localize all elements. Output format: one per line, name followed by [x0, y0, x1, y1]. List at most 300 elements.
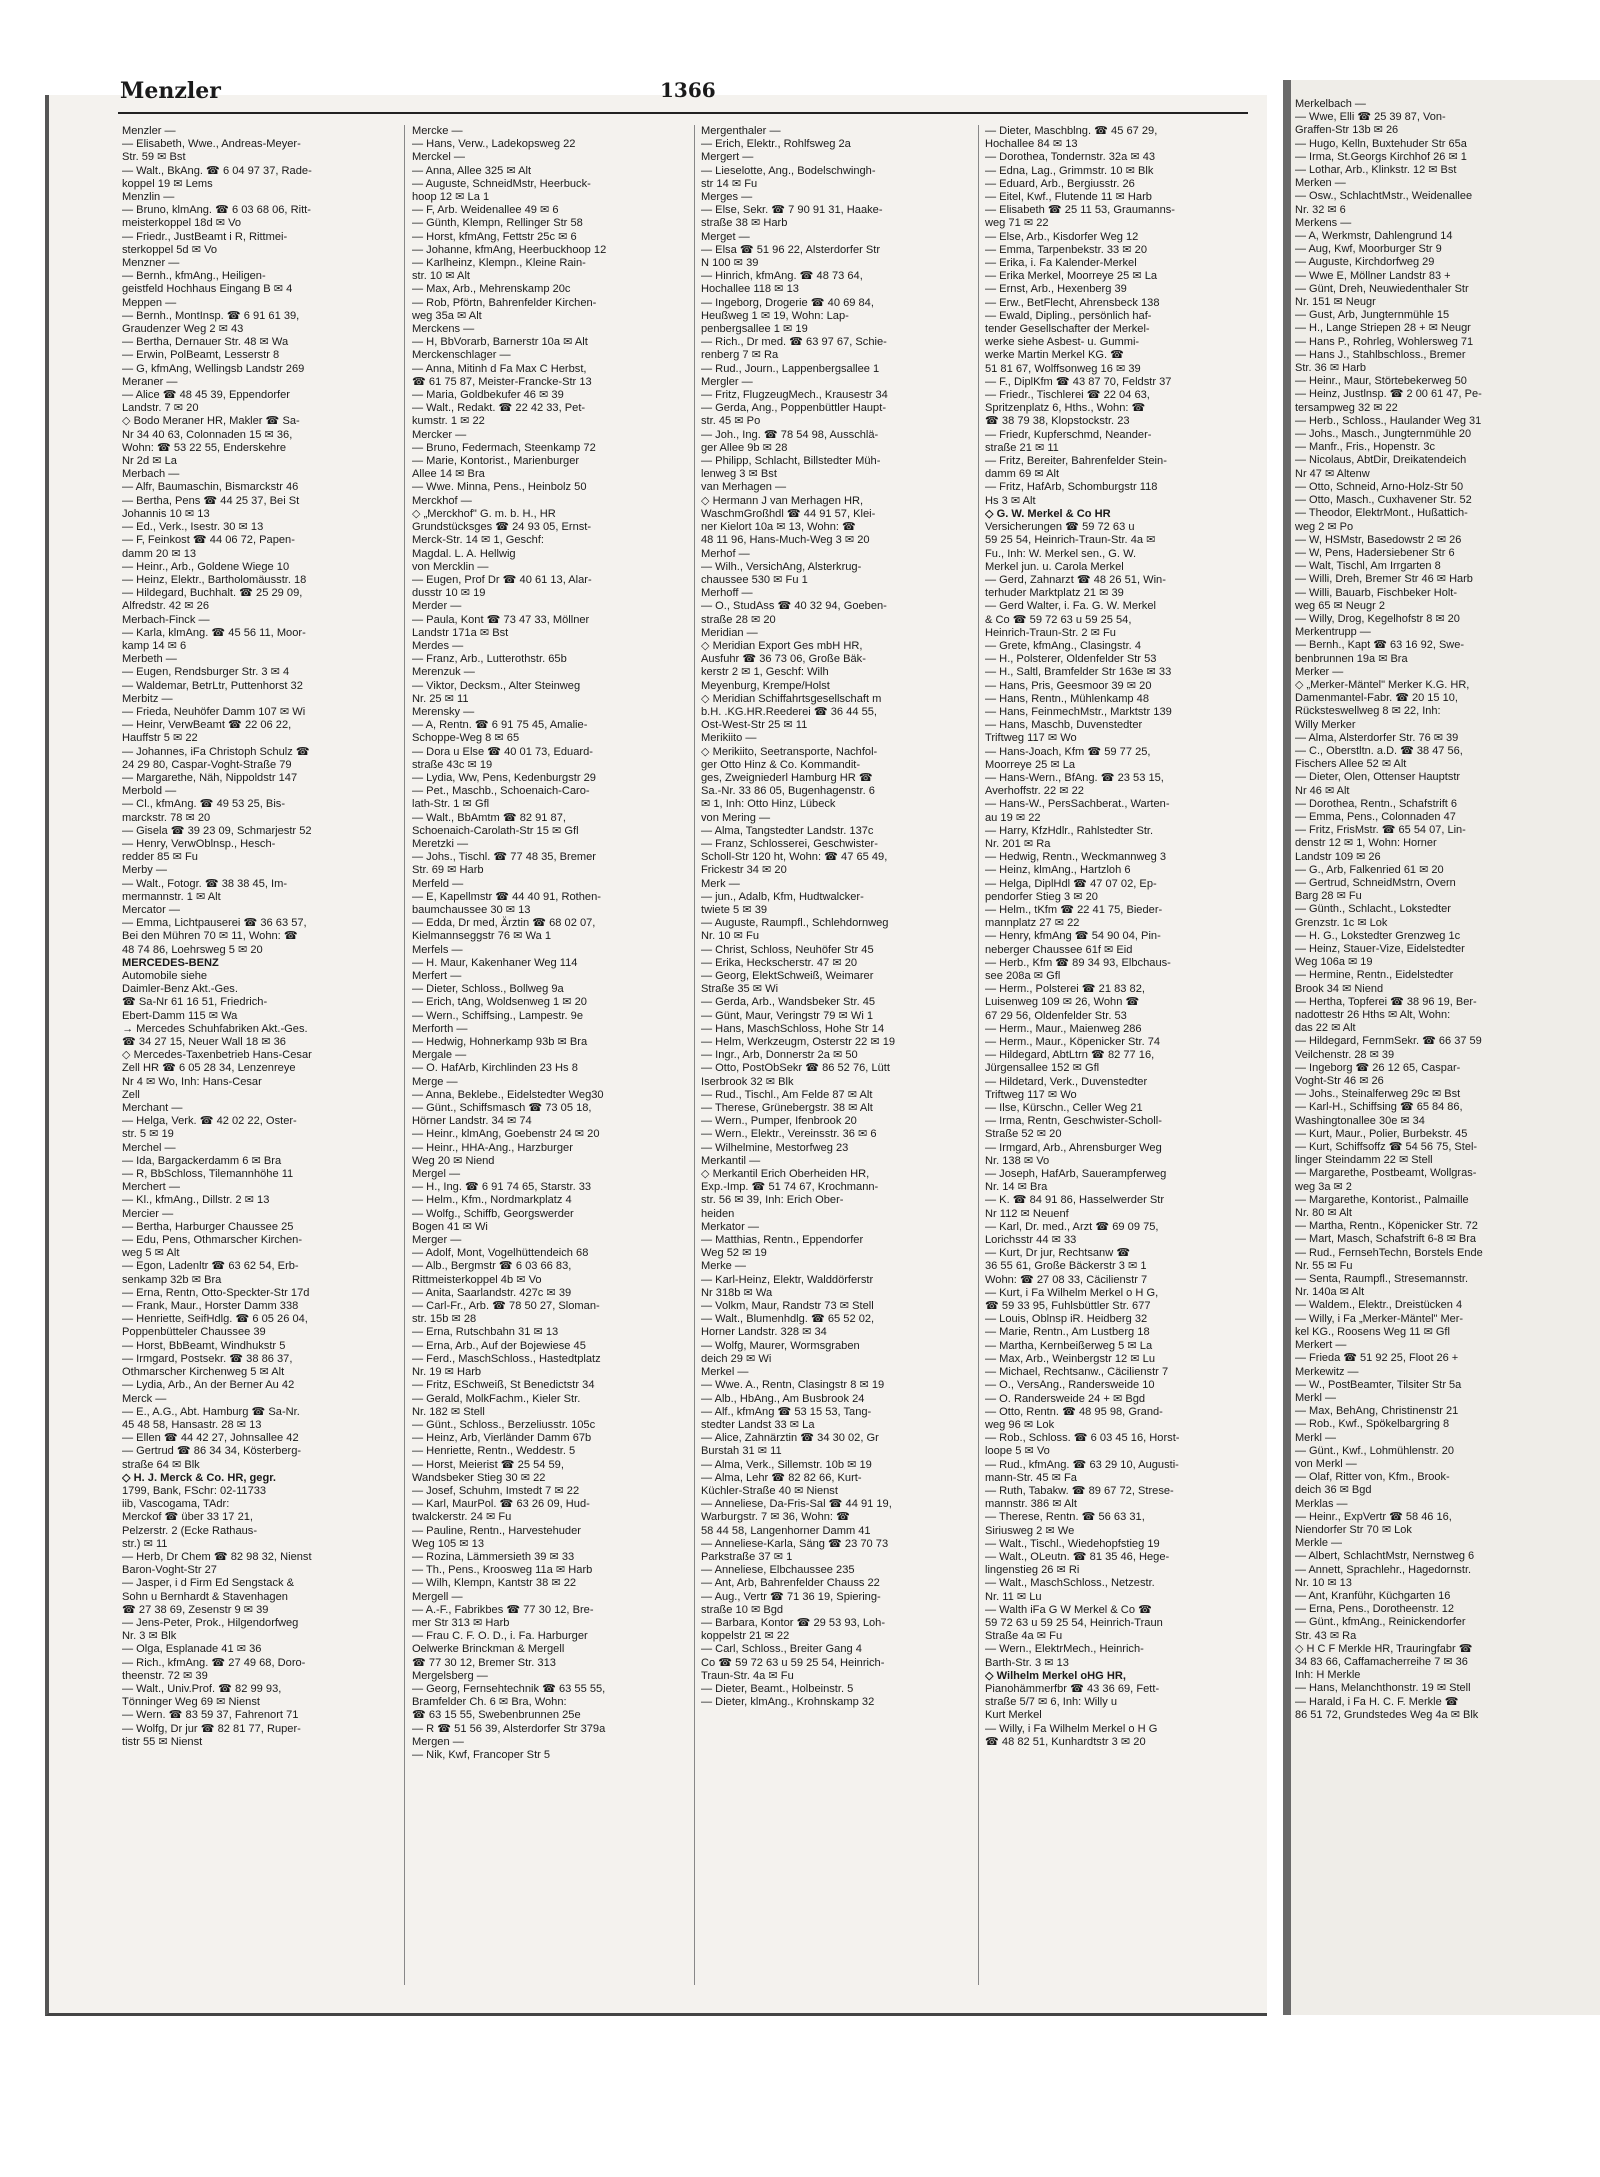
directory-entry-line: — Heinz, Arb, Vierländer Damm 67b — [412, 1432, 592, 1445]
directory-entry-line: penbergsallee 1 ✉ 19 — [701, 323, 808, 336]
directory-entry-line: Nr. 11 ✉ Lu — [985, 1590, 1042, 1603]
directory-entry-line: — A, Werkmstr, Dahlengrund 14 — [1295, 230, 1453, 243]
directory-entry-line: twalckerstr. 24 ✉ Fu — [412, 1511, 512, 1524]
directory-entry-line: — Joh., Ing. ☎ 78 54 98, Ausschlä- — [701, 428, 879, 441]
directory-entry-line: — Dorothea, Rentn., Schafstrift 6 — [1295, 797, 1458, 810]
directory-entry-line: Merdes — — [412, 639, 464, 652]
directory-entry-line: Bei den Mühren 70 ✉ 11, Wohn: ☎ — [122, 930, 298, 943]
directory-entry-line: Kurt Merkel — [985, 1709, 1042, 1722]
directory-entry-line: Nr. 14 ✉ Bra — [985, 1181, 1048, 1194]
directory-entry-line: Merbach — — [122, 468, 180, 481]
directory-entry-line: — Walt, Tischl, Am Irrgarten 8 — [1295, 560, 1441, 573]
directory-entry-line: — Bruno, klmAng. ☎ 6 03 68 06, Ritt- — [122, 204, 311, 217]
directory-entry-line: Nr. 201 ✉ Ra — [985, 837, 1051, 850]
directory-entry-line: — Gisela ☎ 39 23 09, Schmarjestr 52 — [122, 824, 312, 837]
directory-entry-line: — Ellen ☎ 44 42 27, Johnsallee 42 — [122, 1432, 299, 1445]
directory-entry-line: — Rud., FernsehTechn, Borstels Ende — [1295, 1246, 1483, 1259]
directory-entry-line: — Dieter, klmAng., Krohnskamp 32 — [701, 1696, 875, 1709]
directory-entry-line: Merfert — — [412, 970, 462, 982]
directory-entry-line: — Heinz, Stauer-Vize, Eidelstedter — [1295, 943, 1465, 955]
directory-entry-line: — Heinr., Arb., Goldene Wiege 10 — [122, 560, 290, 573]
directory-entry-line: Triftweg 117 ✉ Wo — [985, 1088, 1077, 1101]
directory-entry-line: ☎ 61 75 87, Meister-Francke-Str 13 — [412, 375, 592, 388]
directory-entry-line: straße 43c ✉ 19 — [412, 758, 493, 771]
directory-column-4 — [985, 125, 1253, 2000]
directory-entry-line: — Waldemar, BetrLtr, Puttenhorst 32 — [122, 679, 303, 692]
directory-entry-line: — Dorothea, Tondernstr. 32a ✉ 43 — [985, 151, 1156, 164]
directory-entry-line: — Alb., HbAng., Am Busbrook 24 — [701, 1392, 865, 1405]
directory-entry-line: — Henriette, SeifHdlg. ☎ 6 05 26 04, — [122, 1313, 308, 1326]
directory-entry-line: — Rud., kfmAng. ☎ 63 29 10, Augusti- — [985, 1458, 1179, 1471]
directory-entry-line: meisterkoppel 18d ✉ Vo — [122, 217, 242, 230]
directory-entry-line: — Johs., Steinalferweg 29c ✉ Bst — [1295, 1088, 1461, 1101]
directory-entry-line: — Viktor, Decksm., Alter Steinweg — [412, 679, 581, 692]
directory-entry-line: ☎ 48 82 51, Kunhardtstr 3 ✉ 20 — [985, 1735, 1146, 1748]
directory-entry-line: weg 96 ✉ Lok — [985, 1418, 1055, 1431]
directory-entry-line: — Walt., Redakt. ☎ 22 42 33, Pet- — [412, 402, 586, 415]
directory-entry-line: baumchaussee 30 ✉ 13 — [412, 903, 531, 916]
directory-entry-line: weg 71 ✉ 22 — [985, 217, 1049, 230]
directory-entry-line: — Ant, Kranführ, Küchgarten 16 — [1295, 1589, 1451, 1602]
directory-entry-line: Nr. 25 ✉ 11 — [412, 692, 469, 705]
directory-entry-line: — Gerd, Zahnarzt ☎ 48 26 51, Win- — [985, 573, 1166, 586]
directory-entry-line: ✉ 1, Inh: Otto Hinz, Lübeck — [701, 798, 836, 811]
directory-entry-line: 58 44 58, Langenhorner Damm 41 — [701, 1524, 871, 1537]
directory-entry-line: Weg 20 ✉ Niend — [412, 1154, 495, 1167]
directory-entry-line: str 14 ✉ Fu — [701, 177, 758, 190]
directory-entry-line: — Margarethe, Postbeamt, Wollgras- — [1295, 1167, 1477, 1180]
directory-entry-line: — Alice ☎ 48 45 39, Eppendorfer — [122, 389, 290, 402]
directory-entry-line: Traun-Str. 4a ✉ Fu — [701, 1669, 794, 1682]
directory-entry-line: Merbeth — — [122, 653, 177, 666]
directory-entry-line: Str. 59 ✉ Bst — [122, 151, 186, 164]
directory-entry-line: Merenzuk — — [412, 666, 475, 679]
directory-entry-line: — Elsa ☎ 51 96 22, Alsterdorfer Str — [701, 243, 881, 256]
directory-entry-line: Rücksteswellweg 8 ✉ 22, Inh: — [1295, 705, 1441, 718]
directory-entry-line: — Harry, KfzHdlr., Rahlstedter Str. — [985, 824, 1154, 837]
directory-entry-line: — K. ☎ 84 91 86, Hasselwerder Str — [985, 1194, 1165, 1207]
directory-entry-line: ges, Zweigniederl Hamburg HR ☎ — [701, 771, 873, 784]
directory-entry-line: — Hans P., Rohrleg, Wohlersweg 71 — [1295, 335, 1474, 348]
directory-entry-line: lingenstieg 26 ✉ Ri — [985, 1564, 1080, 1577]
directory-entry-line: — Anneliese, Da-Fris-Sal ☎ 44 91 19, — [701, 1498, 892, 1511]
directory-entry-line: Meppen — — [122, 296, 177, 309]
directory-entry-line: Luisenweg 109 ✉ 26, Wohn ☎ — [985, 996, 1140, 1009]
directory-entry-line: — Willy, i Fa Wilhelm Merkel o H G — [985, 1722, 1158, 1735]
directory-entry-line: — Erika Merkel, Moorreye 25 ✉ La — [985, 270, 1158, 283]
directory-entry-line: Magdal. L. A. Hellwig — [412, 547, 516, 560]
directory-entry-line: — Helga, DiplHdl ☎ 47 07 02, Ep- — [985, 877, 1157, 890]
directory-entry-line: — Karlheinz, Klempn., Kleine Rain- — [412, 257, 586, 270]
directory-entry-line: weg 5 ✉ Alt — [122, 1247, 180, 1260]
directory-entry-line: 67 29 56, Oldenfelder Str. 53 — [985, 1009, 1127, 1022]
column-divider — [694, 125, 695, 1985]
directory-entry-line: — Walt., Tischl., Wiedehopfstieg 19 — [985, 1537, 1160, 1550]
directory-entry-line: — Irmgard, Arb., Ahrensburger Weg — [985, 1141, 1162, 1154]
directory-entry-line: — Emma, Pens., Colonnaden 47 — [1295, 810, 1456, 823]
directory-entry-line: Landstr. 7 ✉ 20 — [122, 402, 199, 415]
directory-entry-line: Graudenzer Weg 2 ✉ 43 — [122, 323, 244, 336]
directory-entry-line: — Bertha, Dernauer Str. 48 ✉ Wa — [122, 336, 289, 349]
directory-entry-line: straße 64 ✉ Blk — [122, 1458, 200, 1471]
directory-entry-line: — Lothar, Arb., Klinkstr. 12 ✉ Bst — [1295, 164, 1457, 177]
directory-entry-line: — F, Arb. Weidenallee 49 ✉ 6 — [412, 204, 559, 217]
directory-entry-line: — Lydia, Arb., An der Berner Au 42 — [122, 1379, 295, 1392]
directory-entry-line: — Max, Arb., Mehrenskamp 20c — [412, 283, 571, 296]
directory-entry-line: Mergelsberg — — [412, 1669, 488, 1682]
directory-entry-line: — E, Kapellmstr ☎ 44 40 91, Rothen- — [412, 890, 601, 903]
directory-entry-line: — Wolfg, Maurer, Wormsgraben — [701, 1339, 860, 1352]
directory-entry-line: redder 85 ✉ Fu — [122, 851, 198, 864]
directory-entry-line: Tönninger Weg 69 ✉ Nienst — [122, 1696, 260, 1709]
directory-entry-line: — Günth, Klempn, Rellinger Str 58 — [412, 217, 583, 230]
directory-entry-line: Baron-Voght-Str 27 — [122, 1564, 217, 1577]
directory-entry-line: Willy Merker — [1295, 718, 1356, 731]
directory-entry-line: Voght-Str 46 ✉ 26 — [1295, 1075, 1384, 1088]
directory-entry-line: — Bertha, Harburger Chaussee 25 — [122, 1220, 294, 1233]
directory-entry-line: — Else, Arb., Kisdorfer Weg 12 — [985, 230, 1139, 243]
directory-entry-line: Zell — [122, 1088, 140, 1101]
directory-entry-line: — Waldem., Elektr., Dreistücken 4 — [1295, 1299, 1463, 1312]
directory-entry-line: Bogen 41 ✉ Wi — [412, 1220, 488, 1233]
directory-entry-line: ◇ Meridian Schiffahrtsgesellschaft m — [701, 692, 882, 705]
directory-entry-line: nadottestr 26 Hths ✉ Alt, Wohn: — [1295, 1009, 1451, 1022]
directory-entry-line: Merforth — — [412, 1022, 468, 1035]
directory-entry-line: Iserbrook 32 ✉ Blk — [701, 1075, 794, 1088]
directory-entry-line: Merfels — — [412, 943, 463, 956]
directory-entry-line: Nr 47 ✉ Altenw — [1295, 467, 1370, 480]
directory-entry-line: — Walt., Blumenhdlg. ☎ 65 52 02, — [701, 1313, 875, 1326]
directory-entry-line: — Auguste, Kirchdorfweg 29 — [1295, 256, 1435, 269]
directory-entry-line: 59 72 63 u 59 25 54, Heinrich-Traun — [985, 1616, 1163, 1629]
directory-entry-line: Merckhof — — [412, 494, 472, 507]
directory-entry-line: Merckens — — [412, 323, 475, 336]
directory-entry-line: Menzlin — — [122, 191, 175, 204]
directory-entry-line: — Ferd., MaschSchloss., Hastedtplatz — [412, 1352, 601, 1365]
directory-entry-line: — Johanne, kfmAng, Heerbuckhoop 12 — [412, 243, 607, 256]
directory-entry-line: weg 65 ✉ Neugr 2 — [1295, 599, 1385, 612]
directory-entry-line: — Gertrud, SchneidMstrn, Overn — [1295, 876, 1456, 889]
directory-entry-line: — Ruth, Tabakw. ☎ 89 67 72, Strese- — [985, 1484, 1174, 1497]
directory-entry-line: Merkens — — [1295, 216, 1352, 229]
directory-entry-line: Merkle — — [1295, 1537, 1343, 1550]
directory-entry-line: Straße 35 ✉ Wi — [701, 983, 779, 996]
directory-entry-line: Merhof — — [701, 547, 750, 560]
directory-entry-line: pendorfer Stieg 3 ✉ 20 — [985, 890, 1098, 903]
directory-entry-line: 48 11 96, Hans-Much-Weg 3 ✉ 20 — [701, 534, 870, 547]
directory-entry-line: — Henry, kfmAng ☎ 54 90 04, Pin- — [985, 930, 1161, 943]
directory-entry-line: & Co ☎ 59 72 63 u 59 25 54, — [985, 613, 1132, 626]
directory-entry-line: — Rich., Dr med. ☎ 63 97 67, Schie- — [701, 336, 887, 349]
directory-entry-line: Merikiito — — [701, 732, 757, 745]
directory-entry-line: Daimler-Benz Akt.-Ges. — [122, 983, 238, 996]
directory-entry-line: — O., VersAng., Randersweide 10 — [985, 1379, 1155, 1392]
directory-entry-line: Nr 4 ✉ Wo, Inh: Hans-Cesar — [122, 1075, 262, 1088]
directory-entry-line: hoop 12 ✉ La 1 — [412, 191, 490, 204]
directory-entry-line: Merkator — — [701, 1220, 759, 1233]
directory-entry-line: linger Steindamm 22 ✉ Stell — [1295, 1154, 1433, 1167]
directory-entry-line: WaschmGroßhdl ☎ 44 91 57, Klei- — [701, 507, 876, 520]
directory-entry-line: — Günt., Schloss., Berzeliusstr. 105c — [412, 1418, 596, 1431]
directory-entry-line: koppelstr 21 ✉ 22 — [701, 1630, 790, 1643]
directory-entry-line: — Else, Sekr. ☎ 7 90 91 31, Haake- — [701, 204, 883, 217]
directory-entry-line: — Hans, Verw., Ladekopsweg 22 — [412, 138, 576, 151]
directory-entry-line: van Merhagen — — [701, 481, 787, 494]
directory-entry-line: — Wilh, Klempn, Kantstr 38 ✉ 22 — [412, 1577, 577, 1590]
directory-entry-line: — Pet., Maschb., Schoenaich-Caro- — [412, 785, 590, 798]
directory-entry-line: — Karl, Dr. med., Arzt ☎ 69 09 75, — [985, 1220, 1159, 1233]
directory-entry-line: — Anna, Beklebe., Eidelstedter Weg30 — [412, 1088, 604, 1101]
directory-entry-line: — G, kfmAng, Wellingsb Landstr 269 — [122, 362, 305, 375]
directory-entry-line: — Olga, Esplanade 41 ✉ 36 — [122, 1643, 262, 1656]
directory-entry-line: straße 21 ✉ 11 — [985, 441, 1059, 454]
running-head: Menzler — [120, 78, 221, 104]
directory-entry-line: — Lydia, Ww, Pens, Kedenburgstr 29 — [412, 771, 596, 784]
directory-entry-line: — Johannes, iFa Christoph Schulz ☎ — [122, 745, 310, 758]
directory-entry-line: theenstr. 72 ✉ 39 — [122, 1669, 208, 1682]
directory-entry-line: 24 29 80, Caspar-Voght-Straße 79 — [122, 758, 292, 771]
directory-entry-line: — Dieter, Beamt., Holbeinstr. 5 — [701, 1682, 854, 1695]
directory-entry-line: straße 28 ✉ 20 — [701, 613, 776, 626]
directory-entry-line: — Kl., kfmAng., Dillstr. 2 ✉ 13 — [122, 1194, 270, 1207]
directory-entry-line: — Lieselotte, Ang., Bodelschwingh- — [701, 164, 876, 177]
directory-entry-line: Merchant — — [122, 1102, 183, 1115]
directory-entry-line: — Erw., BetFlecht, Ahrensbeck 138 — [985, 296, 1160, 309]
directory-entry-line: str. 15b ✉ 28 — [412, 1313, 477, 1326]
directory-entry-line: — Otto, Rentn. ☎ 48 95 98, Grand- — [985, 1405, 1163, 1418]
directory-entry-line: — Hinrich, kfmAng. ☎ 48 73 64, — [701, 270, 863, 283]
directory-entry-line: Straße 52 ✉ 20 — [985, 1128, 1062, 1141]
directory-entry-line: — Gerald, MolkFachm., Kieler Str. — [412, 1392, 581, 1405]
directory-entry-line: Wohn: ☎ 27 08 33, Cäcilienstr 7 — [985, 1273, 1148, 1286]
directory-entry-line: — Gust, Arb, Jungternmühle 15 — [1295, 309, 1450, 322]
directory-entry-line: — Max, BehAng, Christinenstr 21 — [1295, 1405, 1459, 1418]
directory-entry-line: — Walt., Univ.Prof. ☎ 82 99 93, — [122, 1682, 282, 1695]
directory-entry-line: — Ida, Bargackerdamm 6 ✉ Bra — [122, 1154, 282, 1167]
directory-entry-line: Fu., Inh: W. Merkel sen., G. W. — [985, 547, 1137, 560]
directory-entry-line: — Heinz, Justlnsp. ☎ 2 00 61 47, Pe- — [1295, 388, 1482, 401]
directory-entry-line: — H. G., Lokstedter Grenzweg 1c — [1295, 929, 1461, 942]
directory-entry-line: Straße 4a ✉ Fu — [985, 1630, 1063, 1643]
directory-entry-line: — Bertha, Pens ☎ 44 25 37, Bei St — [122, 494, 300, 507]
directory-entry-line: Merge — — [412, 1075, 458, 1088]
directory-entry-line: — Irmgard, Postsekr. ☎ 38 86 37, — [122, 1352, 293, 1365]
directory-entry-line: — Hans, Maschb, Duvenstedter — [985, 719, 1143, 732]
directory-entry-line: Bramfelder Ch. 6 ✉ Bra, Wohn: — [412, 1696, 567, 1709]
directory-entry-line: Ost-West-Str 25 ✉ 11 — [701, 719, 808, 732]
directory-entry-line: — Emma, Tarpenbekstr. 33 ✉ 20 — [985, 243, 1148, 256]
directory-entry-line: Co ☎ 59 72 63 u 59 25 54, Heinrich- — [701, 1656, 885, 1669]
directory-entry-line: Mergel — — [412, 1168, 461, 1181]
directory-entry-line: — Olaf, Ritter von, Kfm., Brook- — [1295, 1471, 1450, 1484]
directory-entry-line: — Adolf, Mont, Vogelhüttendeich 68 — [412, 1247, 589, 1260]
directory-entry-line: Menzler — — [122, 125, 176, 137]
directory-entry-line: Mergen — — [412, 1735, 464, 1748]
directory-entry-line: — Anita, Saarlandstr. 427c ✉ 39 — [412, 1286, 572, 1299]
directory-entry-line: — Alma, Lehr ☎ 82 82 66, Kurt- — [701, 1471, 862, 1484]
directory-entry-line: kerstr 2 ✉ 1, Geschf: Wilh — [701, 666, 829, 679]
directory-entry-line: — Walth iFa G W Merkel & Co ☎ — [985, 1603, 1152, 1616]
directory-entry-line: — Frieda ☎ 51 92 25, Floot 26 + — [1295, 1352, 1459, 1365]
directory-entry-line: — Otto, PostObSekr ☎ 86 52 76, Lütt — [701, 1062, 890, 1075]
directory-entry-line: — Alma, Tangstedter Landstr. 137c — [701, 824, 874, 837]
directory-entry-line: — Anna, Mitinh d Fa Max C Herbst, — [412, 362, 587, 375]
directory-entry-line: Merckof ☎ über 33 17 21, — [122, 1511, 253, 1524]
directory-entry-line: — Dieter, Olen, Ottenser Hauptstr — [1295, 771, 1461, 784]
directory-entry-line: mer Str 313 ✉ Harb — [412, 1616, 510, 1629]
directory-entry-line: Mergale — — [412, 1049, 467, 1062]
directory-entry-line: Merkewitz — — [1295, 1365, 1359, 1378]
directory-entry-line: Nr. 140a ✉ Alt — [1295, 1286, 1365, 1299]
directory-entry-line: — Willy, i Fa „Merker-Mäntel" Mer- — [1295, 1312, 1464, 1325]
directory-entry-line: — W., PostBeamter, Tilsiter Str 5a — [1295, 1378, 1462, 1391]
directory-entry-line: Mercier — — [122, 1207, 174, 1220]
directory-entry-line: — H., Ing. ☎ 6 91 74 65, Starstr. 33 — [412, 1181, 592, 1194]
directory-entry-line: — Elisabeth ☎ 25 11 53, Graumanns- — [985, 204, 1175, 217]
directory-entry-line: — W, HSMstr, Basedowstr 2 ✉ 26 — [1295, 533, 1462, 546]
directory-entry-line: ☎ Sa-Nr 61 16 51, Friedrich- — [122, 996, 268, 1009]
directory-entry-line: Nr. 10 ✉ 13 — [1295, 1576, 1352, 1589]
directory-entry-line: — Karl-H., Schiffsing ☎ 65 84 86, — [1295, 1101, 1463, 1114]
directory-entry-line: — jun., Adalb, Kfm, Hudtwalcker- — [701, 890, 864, 903]
directory-entry-line: — Alma, Verk., Sillemstr. 10b ✉ 19 — [701, 1458, 872, 1471]
directory-entry-line: Weg 105 ✉ 13 — [412, 1537, 485, 1550]
directory-entry-line: tersampweg 32 ✉ 22 — [1295, 401, 1398, 414]
directory-entry-line: Kielmannseggstr 76 ✉ Wa 1 — [412, 930, 551, 943]
directory-entry-line: — F., DiplKfm ☎ 43 87 70, Feldstr 37 — [985, 375, 1172, 388]
directory-entry-line: — Mart, Masch, Schafstrift 6-8 ✉ Bra — [1295, 1233, 1476, 1246]
directory-entry-line: — Helm, Werkzeugm, Osterstr 22 ✉ 19 — [701, 1036, 896, 1049]
directory-entry-line: — Hans, Melanchthonstr. 19 ✉ Stell — [1295, 1682, 1471, 1695]
directory-entry-line: Jürgensallee 152 ✉ Gfl — [985, 1062, 1100, 1075]
directory-entry-line: Triftweg 117 ✉ Wo — [985, 732, 1077, 745]
directory-entry-line: — Walt., BkAng. ☎ 6 04 97 37, Rade- — [122, 164, 312, 177]
directory-entry-line: — H., Polsterer, Oldenfelder Str 53 — [985, 653, 1157, 666]
directory-entry-line: Merhoff — — [701, 587, 753, 600]
directory-entry-line: ◇ H C F Merkle HR, Trauringfabr ☎ — [1295, 1642, 1473, 1655]
directory-entry-line: — Rob, Pförtn, Bahrenfelder Kirchen- — [412, 296, 597, 309]
directory-entry-line: ger Otto Hinz & Co. Kommandit- — [701, 758, 861, 771]
directory-entry-line: mannplatz 27 ✉ 22 — [985, 917, 1080, 930]
directory-entry-line: damm 69 ✉ Alt — [985, 468, 1060, 481]
directory-entry-line: — Erika, i. Fa Kalender-Merkel — [985, 257, 1137, 270]
directory-entry-line: Nr. 55 ✉ Fu — [1295, 1259, 1353, 1272]
directory-entry-line: — Elisabeth, Wwe., Andreas-Meyer- — [122, 138, 301, 151]
directory-entry-line: — Jasper, i d Firm Ed Sengstack & — [122, 1577, 295, 1590]
page-number: 1366 — [660, 78, 716, 102]
directory-entry-line: Merkantil — — [701, 1154, 761, 1167]
directory-entry-line: — Hans, FeinmechMstr., Marktstr 139 — [985, 705, 1172, 718]
directory-entry-line: ◇ „Merckhof" G. m. b. H., HR — [412, 507, 556, 520]
directory-entry-line: Rittmeisterkoppel 4b ✉ Vo — [412, 1273, 542, 1286]
directory-entry-line: Washingtonallee 30e ✉ 34 — [1295, 1114, 1425, 1127]
directory-entry-line: Othmarscher Kirchenweg 5 ✉ Alt — [122, 1366, 285, 1379]
directory-entry-line: Merkentrupp — — [1295, 626, 1371, 639]
directory-entry-line: — Eugen, Prof Dr ☎ 40 61 13, Alar- — [412, 573, 592, 586]
directory-entry-line: — Pauline, Rentn., Harvestehuder — [412, 1524, 581, 1537]
directory-entry-line: — Wolfg, Dr jur ☎ 82 81 77, Ruper- — [122, 1722, 301, 1735]
directory-entry-line: — Ewald, Dipling., persönlich haf- — [985, 309, 1152, 322]
directory-entry-line: — Irma, Rentn, Geschwister-Scholl- — [985, 1115, 1162, 1128]
directory-entry-line: — Wern., ElektrMech., Heinrich- — [985, 1643, 1144, 1656]
directory-entry-line: — Wern., Pumper, Ifenbrook 20 — [701, 1115, 857, 1128]
directory-entry-line: Mergert — — [701, 151, 754, 164]
directory-entry-line: — Aug, Kwf, Moorburger Str 9 — [1295, 243, 1442, 256]
directory-entry-line: — Auguste, Raumpfl., Schlehdornweg — [701, 917, 889, 930]
directory-entry-line: — Günt, Dreh, Neuwiedenthaler Str — [1295, 282, 1469, 295]
directory-entry-line: benbrunnen 19a ✉ Bra — [1295, 652, 1408, 665]
directory-entry-line: neberger Chaussee 61f ✉ Eid — [985, 943, 1133, 956]
directory-entry-line: Nr. 151 ✉ Neugr — [1295, 296, 1376, 309]
directory-entry-line: Zell HR ☎ 6 05 28 34, Lenzenreye — [122, 1062, 296, 1075]
directory-entry-line: ◇ Merkantil Erich Oberheiden HR, — [701, 1168, 870, 1181]
directory-entry-line: kel KG., Roosens Weg 11 ✉ Gfl — [1295, 1325, 1450, 1338]
directory-entry-line: Averhoffstr. 22 ✉ 22 — [985, 785, 1084, 798]
directory-entry-line: mermannstr. 1 ✉ Alt — [122, 890, 221, 903]
directory-entry-line: — Jens-Peter, Prok., Hilgendorfweg — [122, 1616, 299, 1629]
directory-entry-line: denstr 12 ✉ 1, Wohn: Horner — [1295, 837, 1437, 850]
directory-entry-line: Nr. 80 ✉ Alt — [1295, 1207, 1352, 1220]
directory-entry-line: — Erna, Arb., Auf der Bojewiese 45 — [412, 1339, 586, 1352]
directory-entry-line: Menzner — — [122, 257, 180, 270]
directory-entry-line: renberg 7 ✉ Ra — [701, 349, 779, 362]
directory-entry-line: — Anneliese, Elbchaussee 235 — [701, 1564, 855, 1577]
directory-entry-line: deich 29 ✉ Wi — [701, 1352, 772, 1365]
directory-entry-line: Nr. 182 ✉ Stell — [412, 1405, 485, 1418]
directory-entry-line: Parkstraße 37 ✉ 1 — [701, 1550, 793, 1563]
directory-entry-line: — Karl, MaurPol. ☎ 63 26 09, Hud- — [412, 1498, 590, 1511]
directory-entry-line: — Willi, Dreh, Bremer Str 46 ✉ Harb — [1295, 573, 1473, 586]
directory-entry-line: — Erna, Rutschbahn 31 ✉ 13 — [412, 1326, 559, 1339]
directory-entry-line: Niendorfer Str 70 ✉ Lok — [1295, 1523, 1412, 1536]
directory-entry-line: — Friedr, Kupferschmd, Neander- — [985, 428, 1152, 441]
directory-entry-line: — Edna, Lag., Grimmstr. 10 ✉ Blk — [985, 164, 1154, 177]
directory-entry-line: — Alb., Bergmstr ☎ 6 03 66 83, — [412, 1260, 572, 1273]
directory-entry-line: — Georg, Fernsehtechnik ☎ 63 55 55, — [412, 1682, 606, 1695]
directory-entry-line: str. 5 ✉ 19 — [122, 1128, 174, 1141]
directory-entry-line: mannstr. 386 ✉ Alt — [985, 1498, 1077, 1511]
directory-entry-line: — O., StudAss ☎ 40 32 94, Goeben- — [701, 600, 887, 613]
directory-entry-line: — Edda, Dr med, Ärztin ☎ 68 02 07, — [412, 917, 596, 930]
directory-entry-line: — Dieter, Schloss., Bollweg 9a — [412, 983, 564, 996]
directory-entry-line: Burstah 31 ✉ 11 — [701, 1445, 782, 1458]
directory-entry-line: Siriusweg 2 ✉ We — [985, 1524, 1075, 1537]
directory-entry-line: — Otto, Schneid, Arno-Holz-Str 50 — [1295, 480, 1464, 493]
directory-entry-line: Merfeld — — [412, 877, 464, 890]
directory-entry-line: — Bernh., Kapt ☎ 63 16 92, Swe- — [1295, 639, 1465, 652]
directory-entry-line: — Gerda, Arb., Wandsbeker Str. 45 — [701, 996, 876, 1009]
directory-entry-line: — Fritz, ESchweiß, St Benedictstr 34 — [412, 1379, 595, 1392]
directory-entry-line: — Hugo, Kelln, Buxtehuder Str 65a — [1295, 137, 1467, 150]
directory-entry-line: — Wolfg., Schiffb, Georgswerder — [412, 1207, 574, 1220]
directory-entry-line: — Hildegard, FernmSekr. ☎ 66 37 59 — [1295, 1035, 1482, 1048]
directory-entry-line: Merkl — — [1295, 1391, 1336, 1404]
directory-entry-line: — Ernst, Arb., Hexenberg 39 — [985, 283, 1127, 296]
directory-entry-line: mann-Str. 45 ✉ Fa — [985, 1471, 1077, 1484]
directory-entry-line: — Heinz, klmAng., Hartzloh 6 — [985, 864, 1131, 877]
directory-entry-line: Schoenaich-Carolath-Str 15 ✉ Gfl — [412, 824, 579, 837]
directory-entry-line: — Hermine, Rentn., Eidelstedter — [1295, 969, 1454, 982]
directory-entry-line: — Ingeborg, Drogerie ☎ 40 69 84, — [701, 296, 874, 309]
directory-entry-line: — Frau C. F. O. D., i. Fa. Harburger — [412, 1630, 588, 1643]
directory-entry-line: — Heinr., Maur, Störtebekerweg 50 — [1295, 375, 1467, 388]
directory-entry-line: — E., A.G., Abt. Hamburg ☎ Sa-Nr. — [122, 1405, 300, 1418]
directory-entry-line: — Eitel, Kwf., Flutende 11 ✉ Harb — [985, 191, 1152, 204]
directory-entry-line: — Albert, SchlachtMstr, Nernstweg 6 — [1295, 1550, 1475, 1563]
directory-entry-line: Grundstücksges ☎ 24 93 05, Ernst- — [412, 521, 592, 534]
directory-entry-line: — Frank, Maur., Horster Damm 338 — [122, 1300, 299, 1313]
directory-entry-line: — Martha, Kernbeißerweg 5 ✉ La — [985, 1339, 1153, 1352]
